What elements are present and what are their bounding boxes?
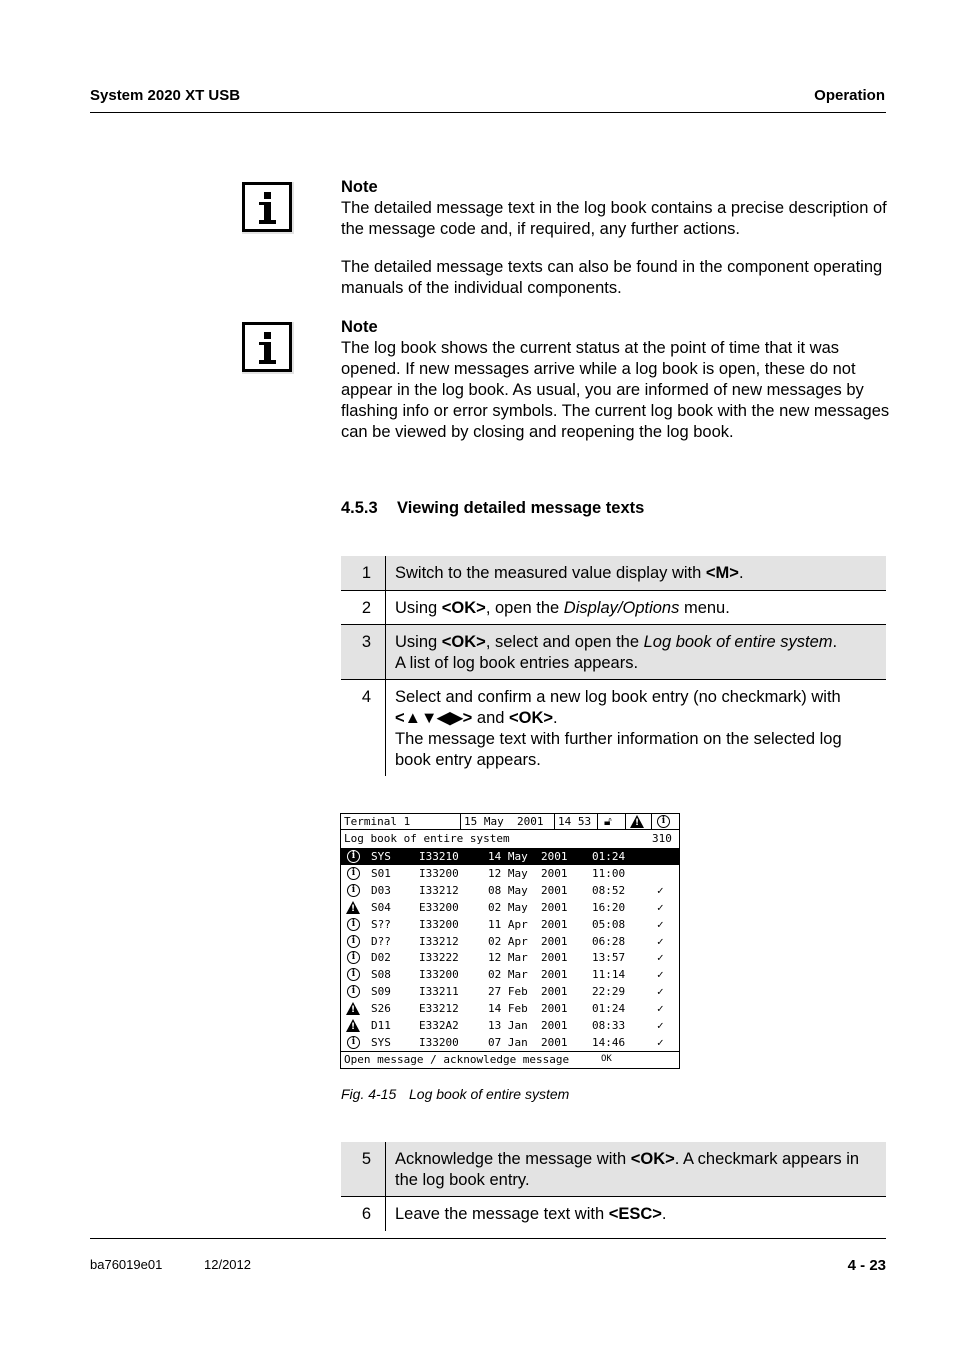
step-number: 3 xyxy=(341,625,386,679)
warning-icon xyxy=(346,901,360,914)
log-entry-row[interactable] xyxy=(341,1000,679,1017)
log-entry-src: SYS xyxy=(371,1035,391,1049)
log-entry-time: 13:57 xyxy=(592,951,626,965)
steps-table xyxy=(341,556,886,776)
note-paragraph: The detailed message text in the log book contains a precise description of the message code and, if required, any further actions. xyxy=(341,199,887,238)
log-entry-ack: ✓ xyxy=(657,883,664,897)
log-entry-code: I33211 xyxy=(419,985,459,999)
step-text: Using <OK>, select and open the Log book of entire system. A list of log book entries appears. xyxy=(395,633,838,672)
log-entry-row[interactable] xyxy=(341,983,679,1000)
status-date: 15 May 2001 xyxy=(464,815,544,828)
figure-caption xyxy=(341,1086,569,1102)
warning-icon xyxy=(346,1019,360,1032)
log-entry-time: 01:24 xyxy=(592,1002,626,1016)
step-text: Select and confirm a new log book entry (no checkmark) with <▲▼◀▶> and <OK>. The message text with further information on the selected log book entry appears. xyxy=(395,688,842,769)
step-text: Leave the message text with <ESC>. xyxy=(395,1205,667,1223)
document-date: 12/2012 xyxy=(204,1257,251,1272)
steps-table xyxy=(341,1142,886,1231)
info-icon: i xyxy=(657,815,670,828)
log-entry-row[interactable] xyxy=(341,848,679,865)
step-number: 5 xyxy=(341,1142,386,1196)
step-text: Acknowledge the message with <OK>. A checkmark appears in the log book entry. xyxy=(395,1150,860,1189)
figure-title: Log book of entire system xyxy=(409,1086,570,1102)
step-row xyxy=(341,556,886,591)
log-entry-date: 07 Jan 2001 xyxy=(488,1035,568,1049)
log-entry-time: 16:20 xyxy=(592,900,626,914)
log-entry-row[interactable] xyxy=(341,949,679,966)
display-screenshot xyxy=(340,813,680,1069)
ok-key-icon: OK xyxy=(601,1054,612,1064)
screen-title: Log book of entire system xyxy=(344,832,510,845)
info-icon: i xyxy=(347,918,360,931)
log-entry-code: I33200 xyxy=(419,866,459,880)
status-time: 14 53 xyxy=(558,815,592,828)
log-entry-code: I33212 xyxy=(419,934,459,948)
header-rule xyxy=(90,112,886,113)
lock-icon: 🔓︎ xyxy=(604,814,612,828)
log-entry-src: S?? xyxy=(371,917,391,931)
log-entry-date: 02 May 2001 xyxy=(488,900,568,914)
log-entry-time: 11:14 xyxy=(592,968,626,982)
note-paragraph: The detailed message texts can also be found in the component operating manuals of the individual components. xyxy=(341,258,883,297)
log-entry-code: E33200 xyxy=(419,900,459,914)
log-entry-date: 14 Feb 2001 xyxy=(488,1002,568,1016)
screen-footer xyxy=(341,1051,679,1068)
step-number: 1 xyxy=(341,556,386,590)
log-entry-time: 01:24 xyxy=(592,850,626,863)
info-icon xyxy=(242,182,294,234)
log-entry-src: D02 xyxy=(371,951,391,965)
section-heading xyxy=(341,499,644,518)
screen-title-bar xyxy=(341,831,679,847)
log-entry-date: 12 Mar 2001 xyxy=(488,951,568,965)
step-row xyxy=(341,680,886,776)
section-title: Viewing detailed message texts xyxy=(397,499,645,517)
log-entry-ack: ✓ xyxy=(657,968,664,982)
log-entry-src: S08 xyxy=(371,968,391,982)
log-entry-ack: ✓ xyxy=(657,1019,664,1032)
log-entry-date: 14 May 2001 xyxy=(488,850,568,863)
info-icon: i xyxy=(347,935,360,948)
info-icon: i xyxy=(347,968,360,981)
info-icon: i xyxy=(347,884,360,897)
log-entry-row[interactable] xyxy=(341,966,679,983)
log-entry-row[interactable] xyxy=(341,1034,679,1051)
log-entry-row[interactable] xyxy=(341,899,679,916)
log-entry-date: 02 Mar 2001 xyxy=(488,968,568,982)
log-entry-src: D?? xyxy=(371,934,391,948)
log-entry-time: 08:33 xyxy=(592,1019,626,1032)
warning-icon xyxy=(346,1002,360,1015)
log-entry-row[interactable] xyxy=(341,933,679,950)
log-entry-ack: ✓ xyxy=(657,917,664,931)
step-text: Using <OK>, open the Display/Options menu. xyxy=(395,599,730,617)
step-number: 2 xyxy=(341,591,386,624)
log-entry-time: 05:08 xyxy=(592,917,626,931)
step-text: Switch to the measured value display with <M>. xyxy=(395,564,744,582)
log-entry-row[interactable] xyxy=(341,882,679,899)
log-entry-code: I33212 xyxy=(419,883,459,897)
log-entry-row[interactable] xyxy=(341,865,679,882)
log-entry-date: 13 Jan 2001 xyxy=(488,1019,568,1032)
log-entry-code: E33212 xyxy=(419,1002,459,1016)
log-entry-ack: ✓ xyxy=(657,934,664,948)
step-row xyxy=(341,1197,886,1231)
log-entry-code: I33222 xyxy=(419,951,459,965)
screen-footer-text: Open message / acknowledge message xyxy=(344,1053,570,1066)
log-entry-code: E332A2 xyxy=(419,1019,459,1032)
entry-count: 310 xyxy=(652,832,672,845)
section-number: 4.5.3 xyxy=(341,499,378,517)
note-2 xyxy=(341,317,891,443)
log-entry-date: 11 Apr 2001 xyxy=(488,917,568,931)
log-entry-src: D11 xyxy=(371,1019,391,1032)
log-entry-ack: ✓ xyxy=(657,985,664,999)
info-icon: i xyxy=(347,951,360,964)
log-entry-row[interactable] xyxy=(341,1017,679,1034)
log-entry-ack: ✓ xyxy=(657,900,664,914)
log-entry-src: S26 xyxy=(371,1002,391,1016)
terminal-label: Terminal 1 xyxy=(344,815,411,828)
log-entry-code: I33200 xyxy=(419,917,459,931)
log-entry-ack: ✓ xyxy=(657,1002,664,1016)
log-entry-date: 02 Apr 2001 xyxy=(488,934,568,948)
step-row xyxy=(341,625,886,680)
log-entry-code: I33210 xyxy=(419,850,459,863)
log-entry-src: S04 xyxy=(371,900,391,914)
step-number: 6 xyxy=(341,1197,386,1231)
note-paragraph: The log book shows the current status at the point of time that it was opened. If new messages arrive while a log book is open, these do not appear in the log book. As usual, you are informed of new messages by flashing info or error symbols. The current log book with the new messages can be viewed by closing and reopening the log book. xyxy=(341,339,890,441)
log-entry-src: S01 xyxy=(371,866,391,880)
log-entry-src: D03 xyxy=(371,883,391,897)
figure-number: Fig. 4-15 xyxy=(341,1086,397,1102)
log-entry-row[interactable] xyxy=(341,916,679,933)
log-entry-time: 06:28 xyxy=(592,934,626,948)
page-number: 4 - 23 xyxy=(847,1257,886,1274)
info-icon xyxy=(242,322,294,374)
log-entry-date: 12 May 2001 xyxy=(488,866,568,880)
running-header-title: System 2020 XT USB xyxy=(90,87,241,104)
log-entry-time: 11:00 xyxy=(592,866,626,880)
log-entry-time: 22:29 xyxy=(592,985,626,999)
log-entry-time: 14:46 xyxy=(592,1035,626,1049)
log-entry-ack: ✓ xyxy=(657,951,664,965)
log-entry-src: SYS xyxy=(371,850,391,863)
document-number: ba76019e01 xyxy=(90,1257,163,1272)
log-entry-src: S09 xyxy=(371,985,391,999)
warning-icon xyxy=(630,815,644,828)
note-title: Note xyxy=(341,178,378,196)
info-icon: i xyxy=(347,850,360,863)
log-entry-time: 08:52 xyxy=(592,883,626,897)
log-entry-code: I33200 xyxy=(419,968,459,982)
note-title: Note xyxy=(341,318,378,336)
step-row xyxy=(341,1142,886,1197)
note-1 xyxy=(341,177,891,299)
log-entry-ack: ✓ xyxy=(657,1035,664,1049)
log-entry-date: 27 Feb 2001 xyxy=(488,985,568,999)
info-icon: i xyxy=(347,867,360,880)
log-entry-code: I33200 xyxy=(419,1035,459,1049)
info-icon: i xyxy=(347,1036,360,1049)
status-bar xyxy=(341,814,679,830)
log-entry-date: 08 May 2001 xyxy=(488,883,568,897)
info-icon: i xyxy=(347,985,360,998)
running-header-section: Operation xyxy=(814,87,885,104)
step-number: 4 xyxy=(341,680,386,776)
footer-rule xyxy=(90,1238,886,1239)
step-row xyxy=(341,591,886,625)
